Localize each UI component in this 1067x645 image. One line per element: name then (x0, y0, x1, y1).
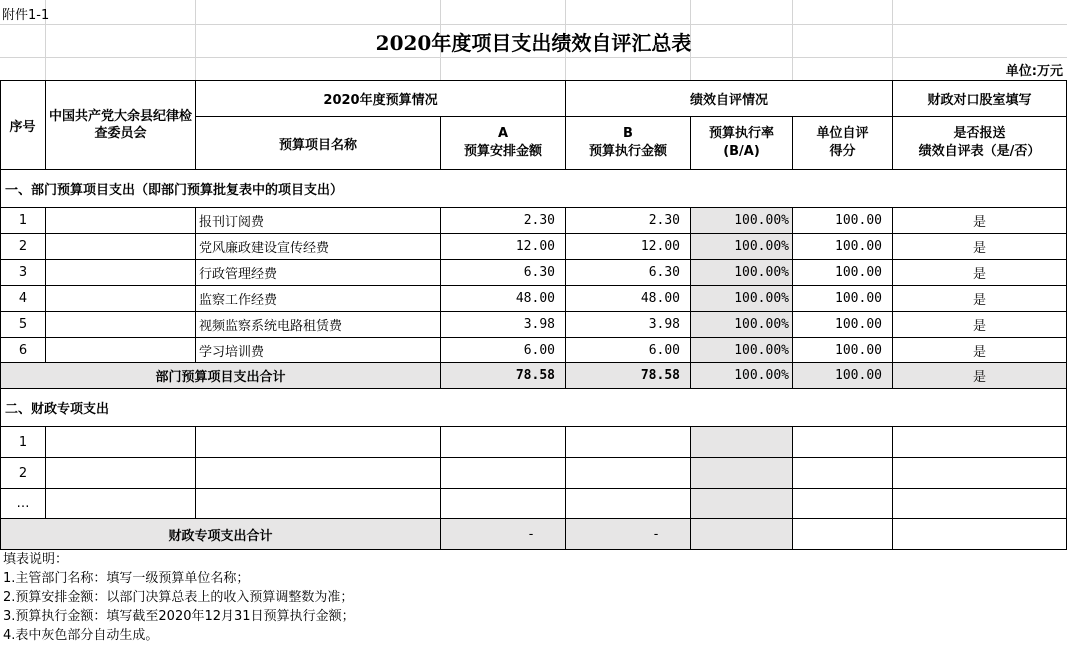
section2-row-seq: … (16, 496, 30, 511)
header-col-a (441, 117, 565, 169)
row-seq: 1 (18, 213, 28, 228)
row-seq: 4 (18, 291, 28, 306)
row-seq: 2 (18, 239, 28, 254)
header-col-a-letter: A (497, 126, 509, 141)
unit-label: 单位:万元 (1005, 63, 1063, 79)
header-exec-rate (691, 117, 792, 169)
note-item: 3.预算执行金额：填写截至2020年12月31日预算执行金额； (3, 609, 355, 624)
header-col-b-letter: B (623, 126, 633, 141)
attachment-label: 附件1-1 (2, 7, 50, 23)
section2-row-seq: 2 (18, 465, 28, 481)
section2-title: 二、财政专项支出 (5, 402, 110, 417)
total2-label: 财政专项支出合计 (168, 528, 273, 544)
row-seq: 3 (18, 265, 28, 280)
header-department: 中国共产党大余县纪律检查委员会 (48, 109, 192, 141)
row-amount-b: 3.98 (648, 317, 680, 332)
total1-rate: 100.00% (734, 368, 789, 383)
header-col-b-label: 预算执行金额 (588, 144, 667, 159)
row-project-name: 党风廉政建设宣传经费 (199, 241, 330, 256)
row-project-name: 监察工作经费 (199, 293, 278, 308)
note-item: 1.主管部门名称：填写一级预算单位名称； (3, 571, 250, 586)
header-score-line2: 得分 (829, 144, 856, 159)
row-exec-rate: 100.00% (734, 239, 789, 254)
row-exec-rate: 100.00% (734, 317, 789, 332)
row-exec-rate: 100.00% (734, 343, 789, 358)
header-budget-group: 2020年度预算情况 (323, 93, 438, 108)
row-score: 100.00 (835, 317, 882, 332)
header-score-line1: 单位自评 (816, 126, 869, 141)
total1-a: 78.58 (515, 368, 555, 383)
notes-heading: 填表说明： (3, 552, 69, 567)
row-amount-b: 6.30 (648, 265, 680, 280)
row-seq: 6 (18, 343, 28, 358)
row-report: 是 (972, 319, 986, 334)
header-project-name: 预算项目名称 (278, 137, 357, 153)
header-col-b (566, 117, 690, 169)
row-amount-a: 12.00 (515, 239, 555, 254)
row-report: 是 (972, 345, 986, 360)
header-col-a-label: 预算安排金额 (463, 144, 542, 159)
row-score: 100.00 (835, 265, 882, 280)
row-project-name: 报刊订阅费 (199, 215, 265, 230)
row-score: 100.00 (835, 343, 882, 358)
total1-label: 部门预算项目支出合计 (155, 370, 286, 385)
row-exec-rate: 100.00% (734, 291, 789, 306)
row-amount-b: 6.00 (648, 343, 680, 358)
notes (3, 550, 703, 645)
row-amount-b: 12.00 (640, 239, 680, 254)
row-exec-rate: 100.00% (734, 265, 789, 280)
header-exec-rate-formula: (B/A) (723, 144, 760, 159)
header-score (793, 117, 892, 169)
row-project-name: 学习培训费 (199, 345, 265, 360)
total1-report: 是 (972, 370, 986, 385)
total1-score: 100.00 (835, 368, 882, 383)
section2-row-seq: 1 (18, 434, 28, 450)
header-report-line2: 绩效自评表（是/否） (918, 144, 1041, 159)
row-score: 100.00 (835, 213, 882, 228)
section1-title: 一、部门预算项目支出（即部门预算批复表中的项目支出） (5, 183, 344, 198)
header-report (893, 117, 1066, 169)
page-title: 2020年度项目支出绩效自评汇总表 (375, 30, 692, 55)
row-report: 是 (972, 215, 986, 230)
total2-a: - (527, 526, 535, 542)
row-amount-b: 2.30 (648, 213, 680, 228)
row-score: 100.00 (835, 291, 882, 306)
header-report-line1: 是否报送 (953, 126, 1006, 141)
header-exec-rate-label: 预算执行率 (708, 126, 774, 141)
row-report: 是 (972, 293, 986, 308)
row-project-name: 行政管理经费 (199, 267, 278, 282)
note-item: 4.表中灰色部分自动生成。 (3, 628, 159, 643)
row-amount-a: 3.98 (523, 317, 555, 332)
row-score: 100.00 (835, 239, 882, 254)
row-amount-a: 2.30 (523, 213, 555, 228)
header-seq: 序号 (9, 119, 36, 135)
row-amount-a: 6.00 (523, 343, 555, 358)
row-report: 是 (972, 267, 986, 282)
row-exec-rate: 100.00% (734, 213, 789, 228)
row-amount-a: 48.00 (515, 291, 555, 306)
header-self-eval-group: 绩效自评情况 (689, 93, 768, 108)
row-report: 是 (972, 241, 986, 256)
row-amount-b: 48.00 (640, 291, 680, 306)
row-amount-a: 6.30 (523, 265, 555, 280)
total2-b: - (652, 526, 660, 542)
total1-b: 78.58 (640, 368, 680, 383)
note-item: 2.预算安排金额：以部门决算总表上的收入预算调整数为准； (3, 590, 354, 605)
header-finance-group: 财政对口股室填写 (927, 93, 1032, 108)
row-project-name: 视频监察系统电路租赁费 (199, 319, 343, 334)
row-seq: 5 (18, 317, 28, 332)
